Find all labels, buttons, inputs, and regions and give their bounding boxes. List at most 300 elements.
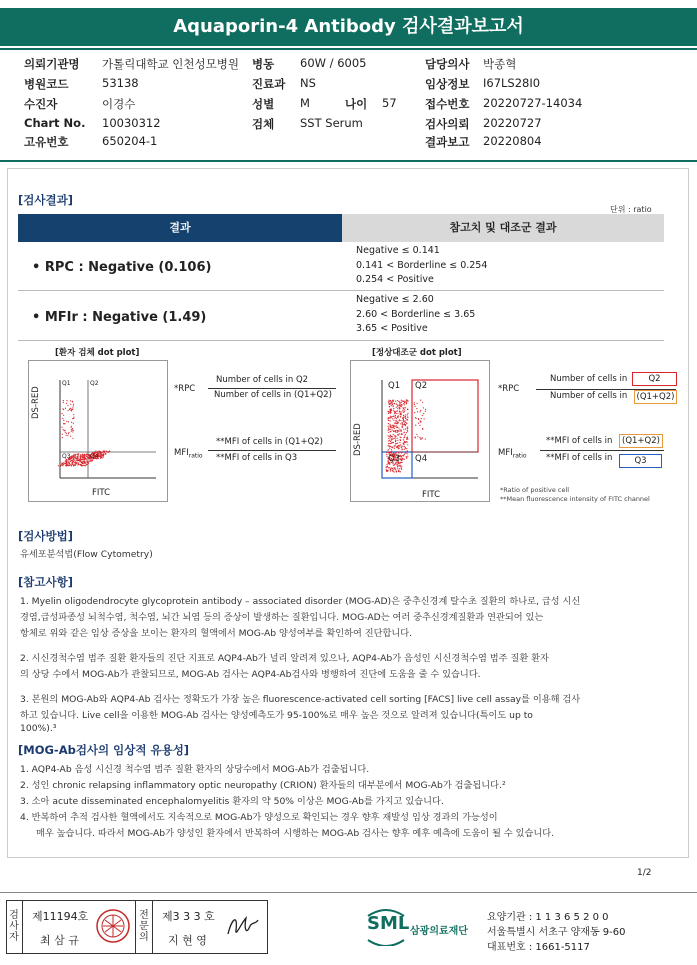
cell-dot: [389, 406, 390, 407]
mfi-formula-prefix: [174, 448, 203, 460]
cell-dot: [400, 402, 401, 403]
cell-dot: [63, 423, 64, 424]
specialist-name: 지 현 영: [168, 934, 207, 947]
cell-dot: [399, 445, 400, 446]
cell-dot: [103, 451, 104, 452]
cell-dot: [393, 420, 394, 421]
cell-dot: [406, 437, 407, 438]
cell-dot: [77, 454, 78, 455]
cell-dot: [401, 414, 402, 415]
unit-label: 단위 : ratio: [610, 205, 652, 214]
rpc-denominator: Number of cells in (Q1+Q2): [214, 390, 332, 400]
patient-y-axis: DS-RED: [31, 386, 41, 419]
mfir-reference-3: 3.65 < Positive: [356, 323, 428, 334]
clinical-item-2: 2. 성인 chronic relapsing inflammatory optic neuropathy (CRION) 환자들의 대부분에서 MOG-Ab가 검출됩니다.²: [20, 780, 506, 791]
cell-dot: [397, 432, 398, 433]
cell-dot: [389, 417, 390, 418]
cell-dot: [397, 468, 398, 469]
cell-dot: [403, 415, 404, 416]
control-rpc-prefix: *RPC: [498, 384, 520, 394]
cell-dot: [395, 469, 396, 470]
cell-dot: [71, 426, 72, 427]
cell-dot: [395, 401, 396, 402]
signature-divider-2: [135, 900, 136, 954]
cell-dot: [83, 455, 84, 456]
cell-dot: [397, 406, 398, 407]
cell-dot: [83, 463, 84, 464]
cell-dot: [402, 449, 403, 450]
cell-dot: [397, 427, 398, 428]
reference-column-header: 참고치 및 대조군 결과: [342, 214, 664, 242]
clinical-label: 임상정보: [425, 77, 470, 91]
cell-dot: [414, 412, 415, 413]
company-phone: 대표번호 : 1661-5117: [487, 942, 590, 953]
cell-dot: [397, 423, 398, 424]
request-value: 20220727: [483, 116, 542, 130]
cell-dot: [396, 418, 397, 419]
cell-dot: [69, 409, 70, 410]
cell-dot: [403, 443, 404, 444]
cell-dot: [403, 455, 404, 456]
cell-dot: [418, 418, 419, 419]
cell-dot: [397, 440, 398, 441]
cell-dot: [107, 451, 108, 452]
cell-dot: [77, 459, 78, 460]
cell-dot: [65, 432, 66, 433]
cell-dot: [396, 425, 397, 426]
cell-dot: [398, 415, 399, 416]
cell-dot: [402, 427, 403, 428]
cell-dot: [388, 427, 389, 428]
control-mfi-subscript: ratio: [512, 452, 527, 460]
note-1-line-1: 1. Myelin oligodendrocyte glycoprotein antibody – associated disorder (MOG-AD)은 중추신경계 탈수초 질환의 하나로, 급성 시신: [20, 596, 581, 607]
cell-dot: [405, 401, 406, 402]
cell-dot: [390, 469, 391, 470]
chart-label: Chart No.: [24, 116, 86, 130]
control-mfi-denominator: **MFI of cells in: [546, 453, 613, 463]
inspector-vertical-label: 검사자: [9, 910, 19, 943]
hospital-value: 가톨릭대학교 인천성모병원: [102, 57, 239, 71]
cell-dot: [75, 455, 76, 456]
cell-dot: [399, 407, 400, 408]
cell-dot: [66, 403, 67, 404]
specimen-label: 검체: [252, 117, 275, 131]
cell-dot: [388, 411, 389, 412]
company-address: 서울특별시 서초구 양재동 9-60: [487, 927, 626, 938]
cell-dot: [99, 452, 100, 453]
report-date-label: 결과보고: [425, 135, 470, 149]
control-q3: Q3: [388, 454, 401, 464]
cell-dot: [398, 422, 399, 423]
cell-dot: [419, 437, 420, 438]
cell-dot: [389, 436, 390, 437]
cell-dot: [63, 420, 64, 421]
row-divider-bottom: [18, 340, 664, 341]
cell-dot: [63, 409, 64, 410]
cell-dot: [68, 410, 69, 411]
cell-dot: [404, 404, 405, 405]
ward-value: 60W / 6005: [300, 56, 367, 70]
cell-dot: [77, 464, 78, 465]
cell-dot: [77, 457, 78, 458]
cell-dot: [62, 437, 63, 438]
clinical-item-4-line-1: 4. 반복하여 추적 검사한 혈액에서도 지속적으로 MOG-Ab가 양성으로 확인되는 경우 향후 재발성 임상 경과의 가능성이: [20, 812, 498, 823]
cell-dot: [393, 434, 394, 435]
cell-dot: [406, 432, 407, 433]
mfir-reference-1: Negative ≤ 2.60: [356, 294, 434, 305]
cell-dot: [65, 408, 66, 409]
cell-dot: [71, 410, 72, 411]
cell-dot: [68, 421, 69, 422]
cell-dot: [401, 430, 402, 431]
cell-dot: [415, 437, 416, 438]
cell-dot: [82, 465, 83, 466]
cell-dot: [399, 404, 400, 405]
patient-q4: Q4: [90, 453, 99, 460]
cell-dot: [390, 446, 391, 447]
cell-dot: [403, 421, 404, 422]
cell-dot: [71, 431, 72, 432]
cell-dot: [395, 436, 396, 437]
cell-dot: [397, 430, 398, 431]
cell-dot: [72, 457, 73, 458]
cell-dot: [388, 413, 389, 414]
cell-dot: [397, 408, 398, 409]
cell-dot: [419, 425, 420, 426]
cell-dot: [404, 454, 405, 455]
cell-dot: [83, 465, 84, 466]
cell-dot: [404, 435, 405, 436]
recipient-label: 수진자: [24, 97, 58, 111]
cell-dot: [403, 429, 404, 430]
cell-dot: [62, 463, 63, 464]
cell-dot: [64, 423, 65, 424]
cell-dot: [395, 445, 396, 446]
cell-dot: [407, 400, 408, 401]
institution-code: 요양기관 : 1 1 3 6 5 2 0 0: [487, 912, 609, 923]
cell-dot: [401, 462, 402, 463]
cell-dot: [84, 457, 85, 458]
receipt-label: 접수번호: [425, 97, 470, 111]
cell-dot: [403, 439, 404, 440]
cell-dot: [60, 465, 61, 466]
cell-dot: [388, 452, 389, 453]
cell-dot: [389, 424, 390, 425]
cell-dot: [402, 424, 403, 425]
control-x-axis: FITC: [422, 490, 441, 500]
cell-dot: [66, 400, 67, 401]
cell-dot: [78, 453, 79, 454]
cell-dot: [70, 408, 71, 409]
cell-dot: [67, 435, 68, 436]
cell-dot: [404, 423, 405, 424]
cell-dot: [396, 413, 397, 414]
cell-dot: [86, 455, 87, 456]
cell-dot: [405, 447, 406, 448]
cell-dot: [63, 462, 64, 463]
cell-dot: [78, 455, 79, 456]
cell-dot: [392, 430, 393, 431]
cell-dot: [67, 462, 68, 463]
cell-dot: [70, 404, 71, 405]
cell-dot: [394, 417, 395, 418]
cell-dot: [392, 439, 393, 440]
cell-dot: [407, 417, 408, 418]
cell-dot: [403, 403, 404, 404]
cell-dot: [423, 407, 424, 408]
cell-dot: [393, 430, 394, 431]
cell-dot: [401, 466, 402, 467]
cell-dot: [72, 401, 73, 402]
specialist-vertical-label: 전문의: [139, 910, 149, 943]
cell-dot: [407, 414, 408, 415]
sex-value: M: [300, 96, 310, 110]
cell-dot: [407, 409, 408, 410]
cell-dot: [398, 427, 399, 428]
method-section-title: [검사방법]: [18, 529, 73, 543]
cell-dot: [388, 401, 389, 402]
q1q2-highlight-box: (Q1+Q2): [634, 390, 677, 404]
cell-dot: [62, 418, 63, 419]
cell-dot: [397, 416, 398, 417]
cell-dot: [420, 411, 421, 412]
cell-dot: [390, 411, 391, 412]
cell-dot: [387, 418, 388, 419]
cell-dot: [98, 451, 99, 452]
control-mfi-fraction-line: [540, 450, 664, 451]
cell-dot: [391, 440, 392, 441]
cell-dot: [68, 432, 69, 433]
cell-dot: [85, 465, 86, 466]
cell-dot: [400, 458, 401, 459]
rpc-reference-3: 0.254 < Positive: [356, 274, 434, 285]
cell-dot: [406, 402, 407, 403]
cell-dot: [402, 407, 403, 408]
cell-dot: [394, 435, 395, 436]
cell-dot: [401, 452, 402, 453]
mfi-fraction-line: [208, 450, 336, 451]
cell-dot: [394, 467, 395, 468]
cell-dot: [73, 404, 74, 405]
cell-dot: [394, 446, 395, 447]
cell-dot: [401, 400, 402, 401]
cell-dot: [393, 405, 394, 406]
control-rpc-denominator: Number of cells in: [550, 391, 628, 401]
recipient-value: 이경수: [102, 97, 136, 111]
cell-dot: [392, 404, 393, 405]
control-plot-label: [정상대조군 dot plot]: [372, 348, 462, 358]
cell-dot: [422, 429, 423, 430]
cell-dot: [391, 416, 392, 417]
cell-dot: [72, 407, 73, 408]
cell-dot: [395, 440, 396, 441]
method-text: 유세포분석법(Flow Cytometry): [20, 549, 153, 560]
cell-dot: [399, 442, 400, 443]
specialist-number: 제3 3 3 호: [162, 910, 215, 923]
cell-dot: [406, 456, 407, 457]
cell-dot: [405, 414, 406, 415]
cell-dot: [405, 417, 406, 418]
cell-dot: [391, 467, 392, 468]
cell-dot: [103, 455, 104, 456]
report-date-value: 20220804: [483, 134, 542, 148]
cell-dot: [95, 451, 96, 452]
mfi-note: **Mean fluorescence intensity of FITC channel: [500, 495, 650, 503]
cell-dot: [421, 418, 422, 419]
cell-dot: [390, 403, 391, 404]
cell-dot: [420, 439, 421, 440]
cell-dot: [394, 413, 395, 414]
cell-dot: [86, 461, 87, 462]
cell-dot: [388, 417, 389, 418]
clinical-value: I67LS28I0: [483, 76, 541, 90]
cell-dot: [73, 461, 74, 462]
cell-dot: [71, 422, 72, 423]
cell-dot: [397, 400, 398, 401]
cell-dot: [390, 441, 391, 442]
q3-highlight-box: Q3: [619, 454, 662, 468]
patient-q2: Q2: [90, 380, 99, 387]
age-value: 57: [382, 96, 397, 110]
cell-dot: [407, 428, 408, 429]
cell-dot: [66, 421, 67, 422]
cell-dot: [415, 406, 416, 407]
cell-dot: [405, 407, 406, 408]
cell-dot: [392, 471, 393, 472]
cell-dot: [72, 431, 73, 432]
request-label: 검사의뢰: [425, 117, 470, 131]
cell-dot: [399, 465, 400, 466]
cell-dot: [391, 449, 392, 450]
cell-dot: [86, 453, 87, 454]
cell-dot: [76, 458, 77, 459]
cell-dot: [390, 443, 391, 444]
cell-dot: [407, 413, 408, 414]
cell-dot: [386, 466, 387, 467]
cell-dot: [84, 459, 85, 460]
cell-dot: [73, 405, 74, 406]
note-2-line-1: 2. 시신경척수염 범주 질환 환자들의 진단 지표로 AQP4-Ab가 널리 알려져 있으나, AQP4-Ab가 음성인 시신경척수염 범주 질환 환자: [20, 653, 549, 664]
cell-dot: [101, 456, 102, 457]
page-number: 1/2: [637, 868, 652, 878]
cell-dot: [390, 409, 391, 410]
cell-dot: [414, 404, 415, 405]
cell-dot: [73, 455, 74, 456]
cell-dot: [80, 454, 81, 455]
cell-dot: [400, 423, 401, 424]
cell-dot: [389, 404, 390, 405]
cell-dot: [422, 415, 423, 416]
cell-dot: [101, 454, 102, 455]
mfi-numerator: **MFI of cells in (Q1+Q2): [216, 437, 323, 447]
cell-dot: [388, 420, 389, 421]
cell-dot: [105, 453, 106, 454]
cell-dot: [394, 412, 395, 413]
cell-dot: [83, 461, 84, 462]
cell-dot: [79, 464, 80, 465]
cell-dot: [66, 463, 67, 464]
cell-dot: [85, 462, 86, 463]
note-3-line-2: 하고 있습니다. Live cell을 이용한 MOG-Ab 검사는 양성예측도가 95-100%로 매우 높은 것으로 알려져 있습니다(특이도 up to: [20, 710, 533, 721]
cell-dot: [84, 455, 85, 456]
cell-dot: [406, 439, 407, 440]
specimen-value: SST Serum: [300, 116, 363, 130]
cell-dot: [395, 420, 396, 421]
q1q2-mfi-highlight-box: (Q1+Q2): [619, 434, 663, 448]
cell-dot: [388, 443, 389, 444]
cell-dot: [75, 464, 76, 465]
mfi-denominator: **MFI of cells in Q3: [216, 453, 298, 463]
cell-dot: [81, 459, 82, 460]
cell-dot: [399, 468, 400, 469]
cell-dot: [396, 464, 397, 465]
cell-dot: [396, 430, 397, 431]
cell-dot: [403, 446, 404, 447]
rpc-formula-prefix: *RPC: [174, 384, 196, 394]
cell-dot: [73, 423, 74, 424]
code-label: 병원코드: [24, 77, 69, 91]
sml-logo-text: SML: [367, 913, 410, 934]
cell-dot: [406, 419, 407, 420]
cell-dot: [401, 434, 402, 435]
cell-dot: [102, 452, 103, 453]
inspector-seal-icon: [95, 906, 131, 946]
cell-dot: [66, 461, 67, 462]
cell-dot: [424, 418, 425, 419]
specialist-signature-icon: [222, 908, 262, 944]
cell-dot: [401, 468, 402, 469]
cell-dot: [396, 407, 397, 408]
row-divider: [18, 290, 664, 291]
cell-dot: [70, 436, 71, 437]
cell-dot: [394, 448, 395, 449]
cell-dot: [75, 454, 76, 455]
control-y-axis: DS-RED: [353, 423, 363, 456]
cell-dot: [400, 437, 401, 438]
cell-dot: [86, 464, 87, 465]
cell-dot: [395, 411, 396, 412]
cell-dot: [103, 456, 104, 457]
cell-dot: [406, 448, 407, 449]
cell-dot: [64, 463, 65, 464]
cell-dot: [71, 460, 72, 461]
cell-dot: [58, 465, 59, 466]
control-mfi-prefix: [498, 448, 527, 460]
cell-dot: [421, 438, 422, 439]
cell-dot: [391, 446, 392, 447]
cell-dot: [389, 446, 390, 447]
cell-dot: [403, 408, 404, 409]
cell-dot: [389, 429, 390, 430]
cell-dot: [395, 417, 396, 418]
cell-dot: [398, 431, 399, 432]
cell-dot: [388, 423, 389, 424]
cell-dot: [399, 412, 400, 413]
cell-dot: [397, 466, 398, 467]
cell-dot: [407, 401, 408, 402]
cell-dot: [71, 456, 72, 457]
cell-dot: [422, 402, 423, 403]
cell-dot: [407, 441, 408, 442]
cell-dot: [64, 430, 65, 431]
cell-dot: [72, 428, 73, 429]
cell-dot: [425, 409, 426, 410]
cell-dot: [390, 429, 391, 430]
cell-dot: [73, 418, 74, 419]
cell-dot: [398, 448, 399, 449]
cell-dot: [388, 440, 389, 441]
cell-dot: [66, 465, 67, 466]
